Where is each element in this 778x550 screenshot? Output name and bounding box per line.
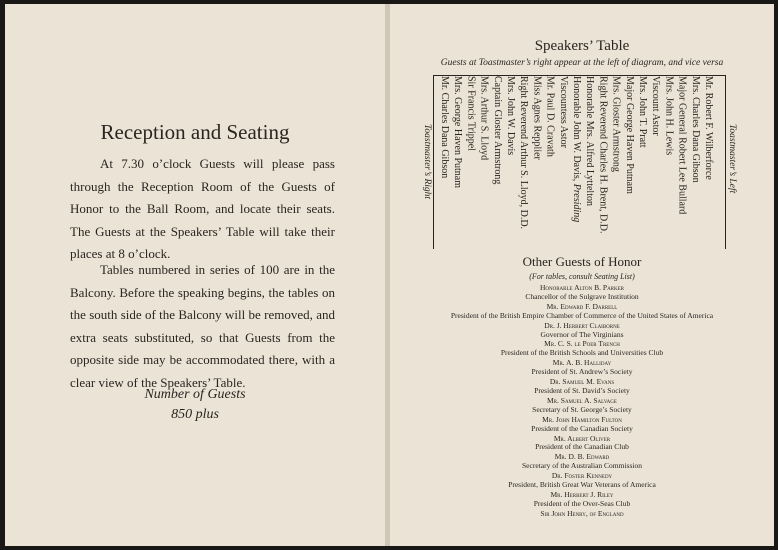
guest-role: President of the Over-Seas Club: [533, 498, 631, 508]
speaker-name: Major General Robert Lee Bullard: [676, 76, 688, 215]
speaker-name: Miss Agnes Repplier: [531, 76, 543, 160]
guest-entry: [390, 359, 774, 377]
reception-seating-title: Reception and Seating: [100, 120, 290, 144]
other-guests-subtitle: (For tables, consult Seating List): [529, 272, 635, 281]
guest-name: Honorable Alton B. Parker: [539, 283, 625, 292]
guest-entry: [390, 322, 774, 340]
guest-entry: [390, 510, 774, 519]
guest-role: President of the Canadian Club: [535, 442, 629, 452]
toastmaster-right-label: Toastmaster’s Right: [422, 124, 432, 200]
guest-role: Secretary of the Australian Commission: [522, 461, 642, 471]
speaker-name: Mrs. John W. Davis: [505, 76, 516, 156]
balcony-paragraph: Tables numbered in series of 100 are in the Balcony. Before the speaking begins, the tables on the south side of the Balcony will be removed, and extra seats substituted, so that Guests from the opposite side may be accommodated there, with a clear view of the Speakers’ Table.: [70, 262, 335, 390]
speaker-name: Captain Gloster Armstrong: [491, 76, 503, 185]
other-guests-list: [390, 283, 774, 519]
toastmaster-left-label: Toastmaster’s Left: [727, 124, 737, 194]
speaker-name: Sir Francis Trippel: [465, 76, 477, 152]
guest-role: Secretary of St. George’s Society: [532, 404, 632, 414]
guest-name: Mr. D. B. Edward: [554, 452, 610, 462]
speaker-name: Mr. Charles Dana Gibson: [439, 76, 450, 179]
speakers-table-subtitle: Guests at Toastmaster’s right appear at the left of diagram, and vice versa: [440, 58, 724, 68]
guest-role: President, British Great War Veterans of America: [508, 480, 656, 490]
guest-name: Sir John Henry, of England: [540, 508, 624, 518]
guest-name: Dr. Samuel M. Evans: [549, 377, 615, 387]
guest-entry: [390, 491, 774, 509]
speaker-name: Right Reverend Arthur S. Lloyd, D.D.: [518, 76, 530, 230]
speaker-name: Mrs. Gloster Armstrong: [610, 76, 622, 172]
speaker-name: Mr. Paul D. Cravath: [544, 76, 556, 157]
left-page: [5, 4, 385, 546]
reception-paragraph: At 7.30 o’clock Guests will please pass through the Reception Room of the Guests of Honor to the Ball Room, and locate their seats. The Guests at the Speakers’ Table will take their places at 8 o’clock.: [70, 156, 335, 261]
speaker-name: Mrs. George Haven Putnam: [452, 76, 464, 189]
guest-role: President of the British Schools and Universities Club: [500, 348, 664, 358]
guest-entry: [390, 284, 774, 302]
guest-name: Mr. Albert Oliver: [553, 433, 611, 443]
guest-name: Mr. Herbert J. Riley: [550, 489, 614, 499]
speaker-name: Honorable Mrs. Alfred Lyttelton: [584, 76, 596, 206]
number-of-guests-value: 850 plus: [171, 407, 219, 422]
speaker-name: Mrs. John T. Pratt: [637, 76, 648, 148]
speaker-name: Mrs. John H. Lewis: [663, 76, 675, 156]
speaker-name: Honorable John W. Davis, Presiding: [571, 76, 582, 223]
speaker-name: Right Reverend Charles H. Brent, D.D.: [597, 76, 609, 234]
guest-name: Mr. John Hamilton Fulton: [542, 414, 622, 424]
guest-name: Dr. Foster Kennedy: [551, 471, 613, 481]
guest-entry: [390, 378, 774, 396]
guest-role: President of the British Empire Chamber of Commerce of the United States of America: [450, 310, 714, 320]
speakers-table-title: Speakers’ Table: [534, 38, 630, 54]
guest-role: President of the Canadian Society: [531, 423, 633, 433]
speaker-name: Mrs. Arthur S. Lloyd: [478, 76, 490, 161]
guest-name: Mr. Edward F. Darrell: [546, 301, 618, 311]
guest-role: President of St. David’s Society: [534, 385, 630, 395]
guest-name: Mr. A. B. Halliday: [552, 358, 612, 368]
guest-entry: [390, 303, 774, 321]
speaker-name: Mrs. Charles Dana Gibson: [689, 76, 701, 183]
speaker-name: Viscountess Astor: [557, 76, 569, 148]
right-page: [390, 4, 774, 546]
guest-role: President of St. Andrew’s Society: [531, 367, 633, 377]
speaker-name: Viscount Astor: [650, 76, 662, 136]
guest-entry: [390, 472, 774, 490]
speaker-name: Mr. Robert F. Wilberforce: [703, 76, 714, 180]
guest-role: Chancellor of the Sulgrave Institution: [525, 291, 639, 301]
number-of-guests-label: Number of Guests: [144, 387, 246, 402]
other-guests-title: Other Guests of Honor: [522, 254, 642, 269]
guest-entry: [390, 340, 774, 358]
guest-role: Governor of The Virginians: [540, 329, 624, 339]
guest-name: Dr. J. Herbert Claiborne: [544, 320, 620, 330]
guest-name: Mr. C. S. le Poer Trench: [544, 339, 620, 349]
guest-name: Mr. Samuel A. Salvage: [547, 395, 617, 405]
guest-entry: [390, 453, 774, 471]
speaker-name: Major George Haven Putnam: [623, 76, 635, 194]
guest-entry: [390, 435, 774, 453]
guest-entry: [390, 397, 774, 415]
guest-entry: [390, 416, 774, 434]
